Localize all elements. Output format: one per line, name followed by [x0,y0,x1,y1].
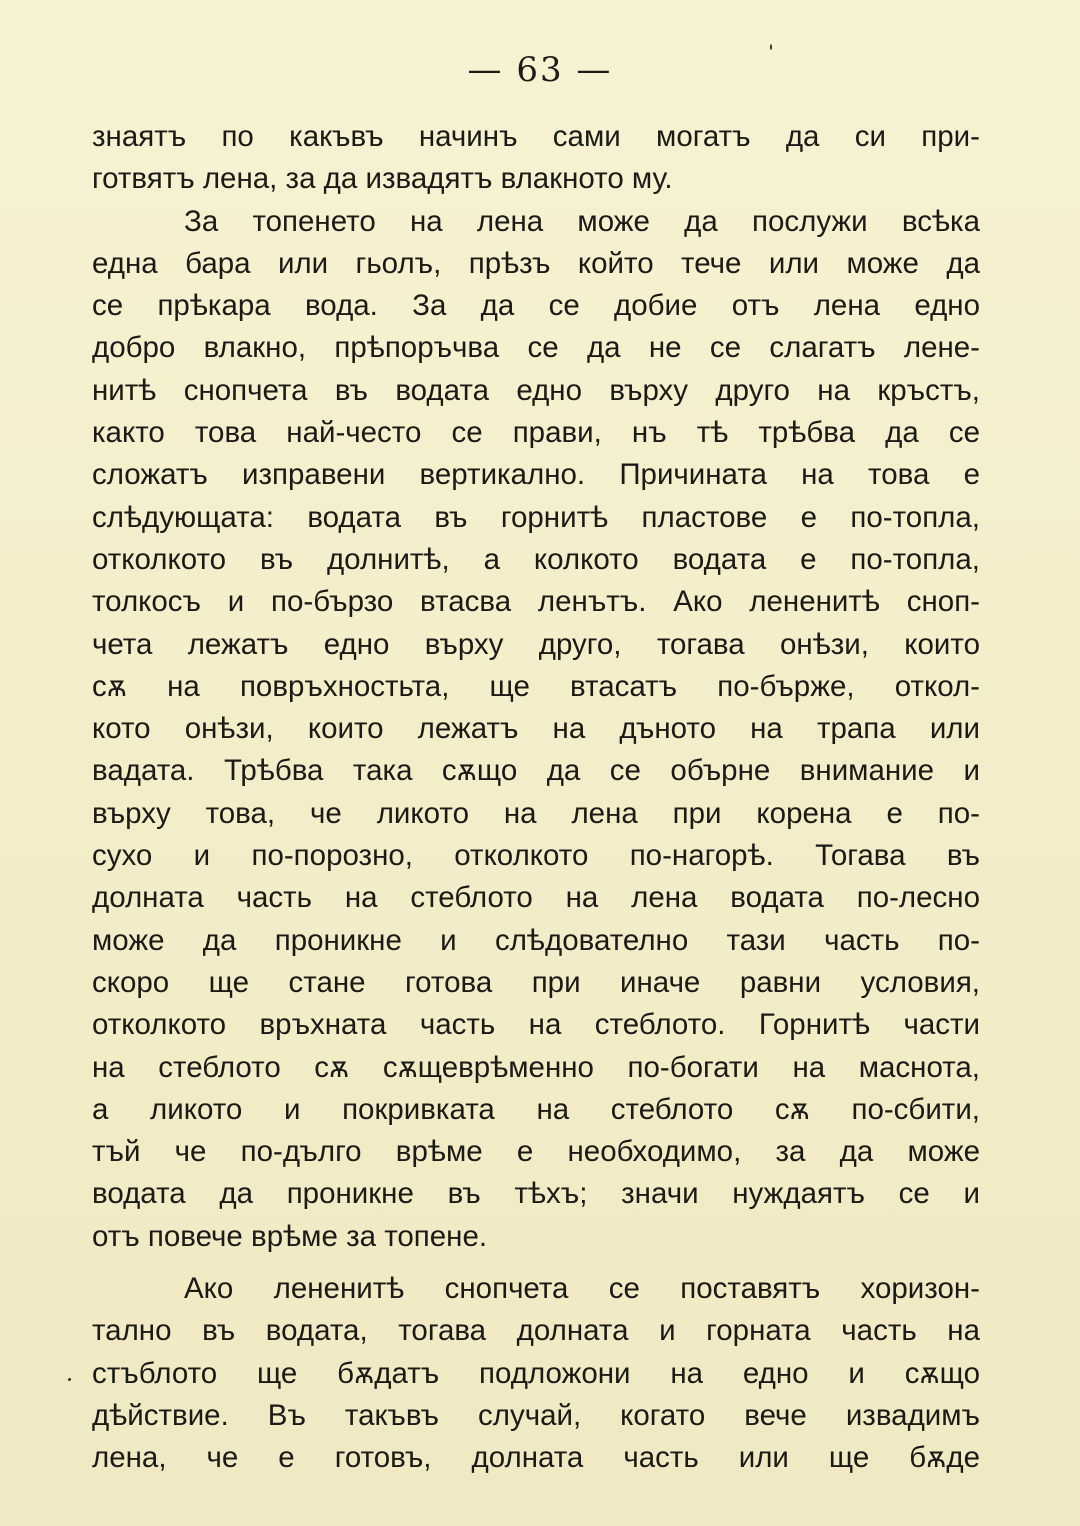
text-line: скоро ще стане готова при иначе равни условия, [92,965,980,999]
text-line: стъблото ще бѫдатъ подложони на едно и сѫщо [92,1356,980,1390]
text-line: добро влакно, прѣпоръчва се да не се слагатъ лене- [92,331,980,365]
text-line: толкосъ и по-бързо втасва ленътъ. Ако лененитѣ сноп- [92,585,980,619]
text-line: се прѣкара вода. За да се добие отъ лена едно [92,289,980,323]
text-line: кото онѣзи, които лежатъ на дъното на трапа или [92,712,980,746]
text-line: една бара или гьолъ, прѣзъ който тече или може да [92,246,980,280]
paper-speck [770,44,772,50]
text-line: слѣдующата: водата въ горнитѣ пластове е по-топла, [92,500,980,534]
paper-speck [68,1378,71,1381]
text-line: вадата. Трѣбва така сѫщо да се обърне внимание и [92,754,980,788]
text-line: както това най-често се прави, нъ тѣ трѣбва да се [92,416,980,450]
text-line: За топенето на лена може да послужи всѣка [184,204,980,238]
text-line: сѫ на повръхностьта, ще втасатъ по-бърже, откол- [92,669,980,703]
page-number: — 63 — [467,50,613,90]
text-line: нитѣ снопчета въ водата едно върху друго на кръстъ, [92,373,980,407]
paragraph-2 [92,201,980,1258]
text-line: а ликото и покривката на стеблото сѫ по-сбити, [92,1092,980,1126]
text-line: готвятъ лена, за да извадятъ влакното му. [92,162,673,196]
text-line: отколкото въ долнитѣ, а колкото водата е по-топла, [92,542,980,576]
text-line: отъ повече врѣме за топене. [92,1219,488,1253]
text-line: Ако лененитѣ снопчета се поставятъ хоризон- [184,1272,980,1306]
text-line: сухо и по-порозно, отколкото по-нагорѣ. Тогава въ [92,839,980,873]
text-line: долната часть на стеблото на лена водата по-лесно [92,881,980,915]
text-line: тъй че по-дълго врѣме е необходимо, за да може [92,1135,980,1169]
paragraph-1 [92,116,980,201]
text-line: водата да проникне въ тѣхъ; значи нуждаятъ се и [92,1177,980,1211]
text-line: чета лежатъ едно върху друго, тогава онѣзи, които [92,627,980,661]
text-line: дѣйствие. Въ такъвъ случай, когато вече извадимъ [92,1398,980,1432]
text-line: може да проникне и слѣдователно тази часть по- [92,923,980,957]
text-line: върху това, че ликото на лена при корена е по- [92,796,980,830]
text-line: лена, че е готовъ, долната часть или ще бѫде [92,1441,980,1475]
text-line: на стеблото сѫ сѫщеврѣменно по-богати на маснота, [92,1050,980,1084]
text-line: тално въ водата, тогава долната и горната часть на [92,1314,980,1348]
paragraph-3 [92,1268,980,1479]
text-line: знаятъ по какъвъ начинъ сами могатъ да си при- [92,120,980,153]
text-line: отколкото връхната часть на стеблото. Горнитѣ части [92,1008,980,1042]
body-text [92,116,980,1480]
text-line: сложатъ изправени вертикално. Причината на това е [92,458,980,492]
